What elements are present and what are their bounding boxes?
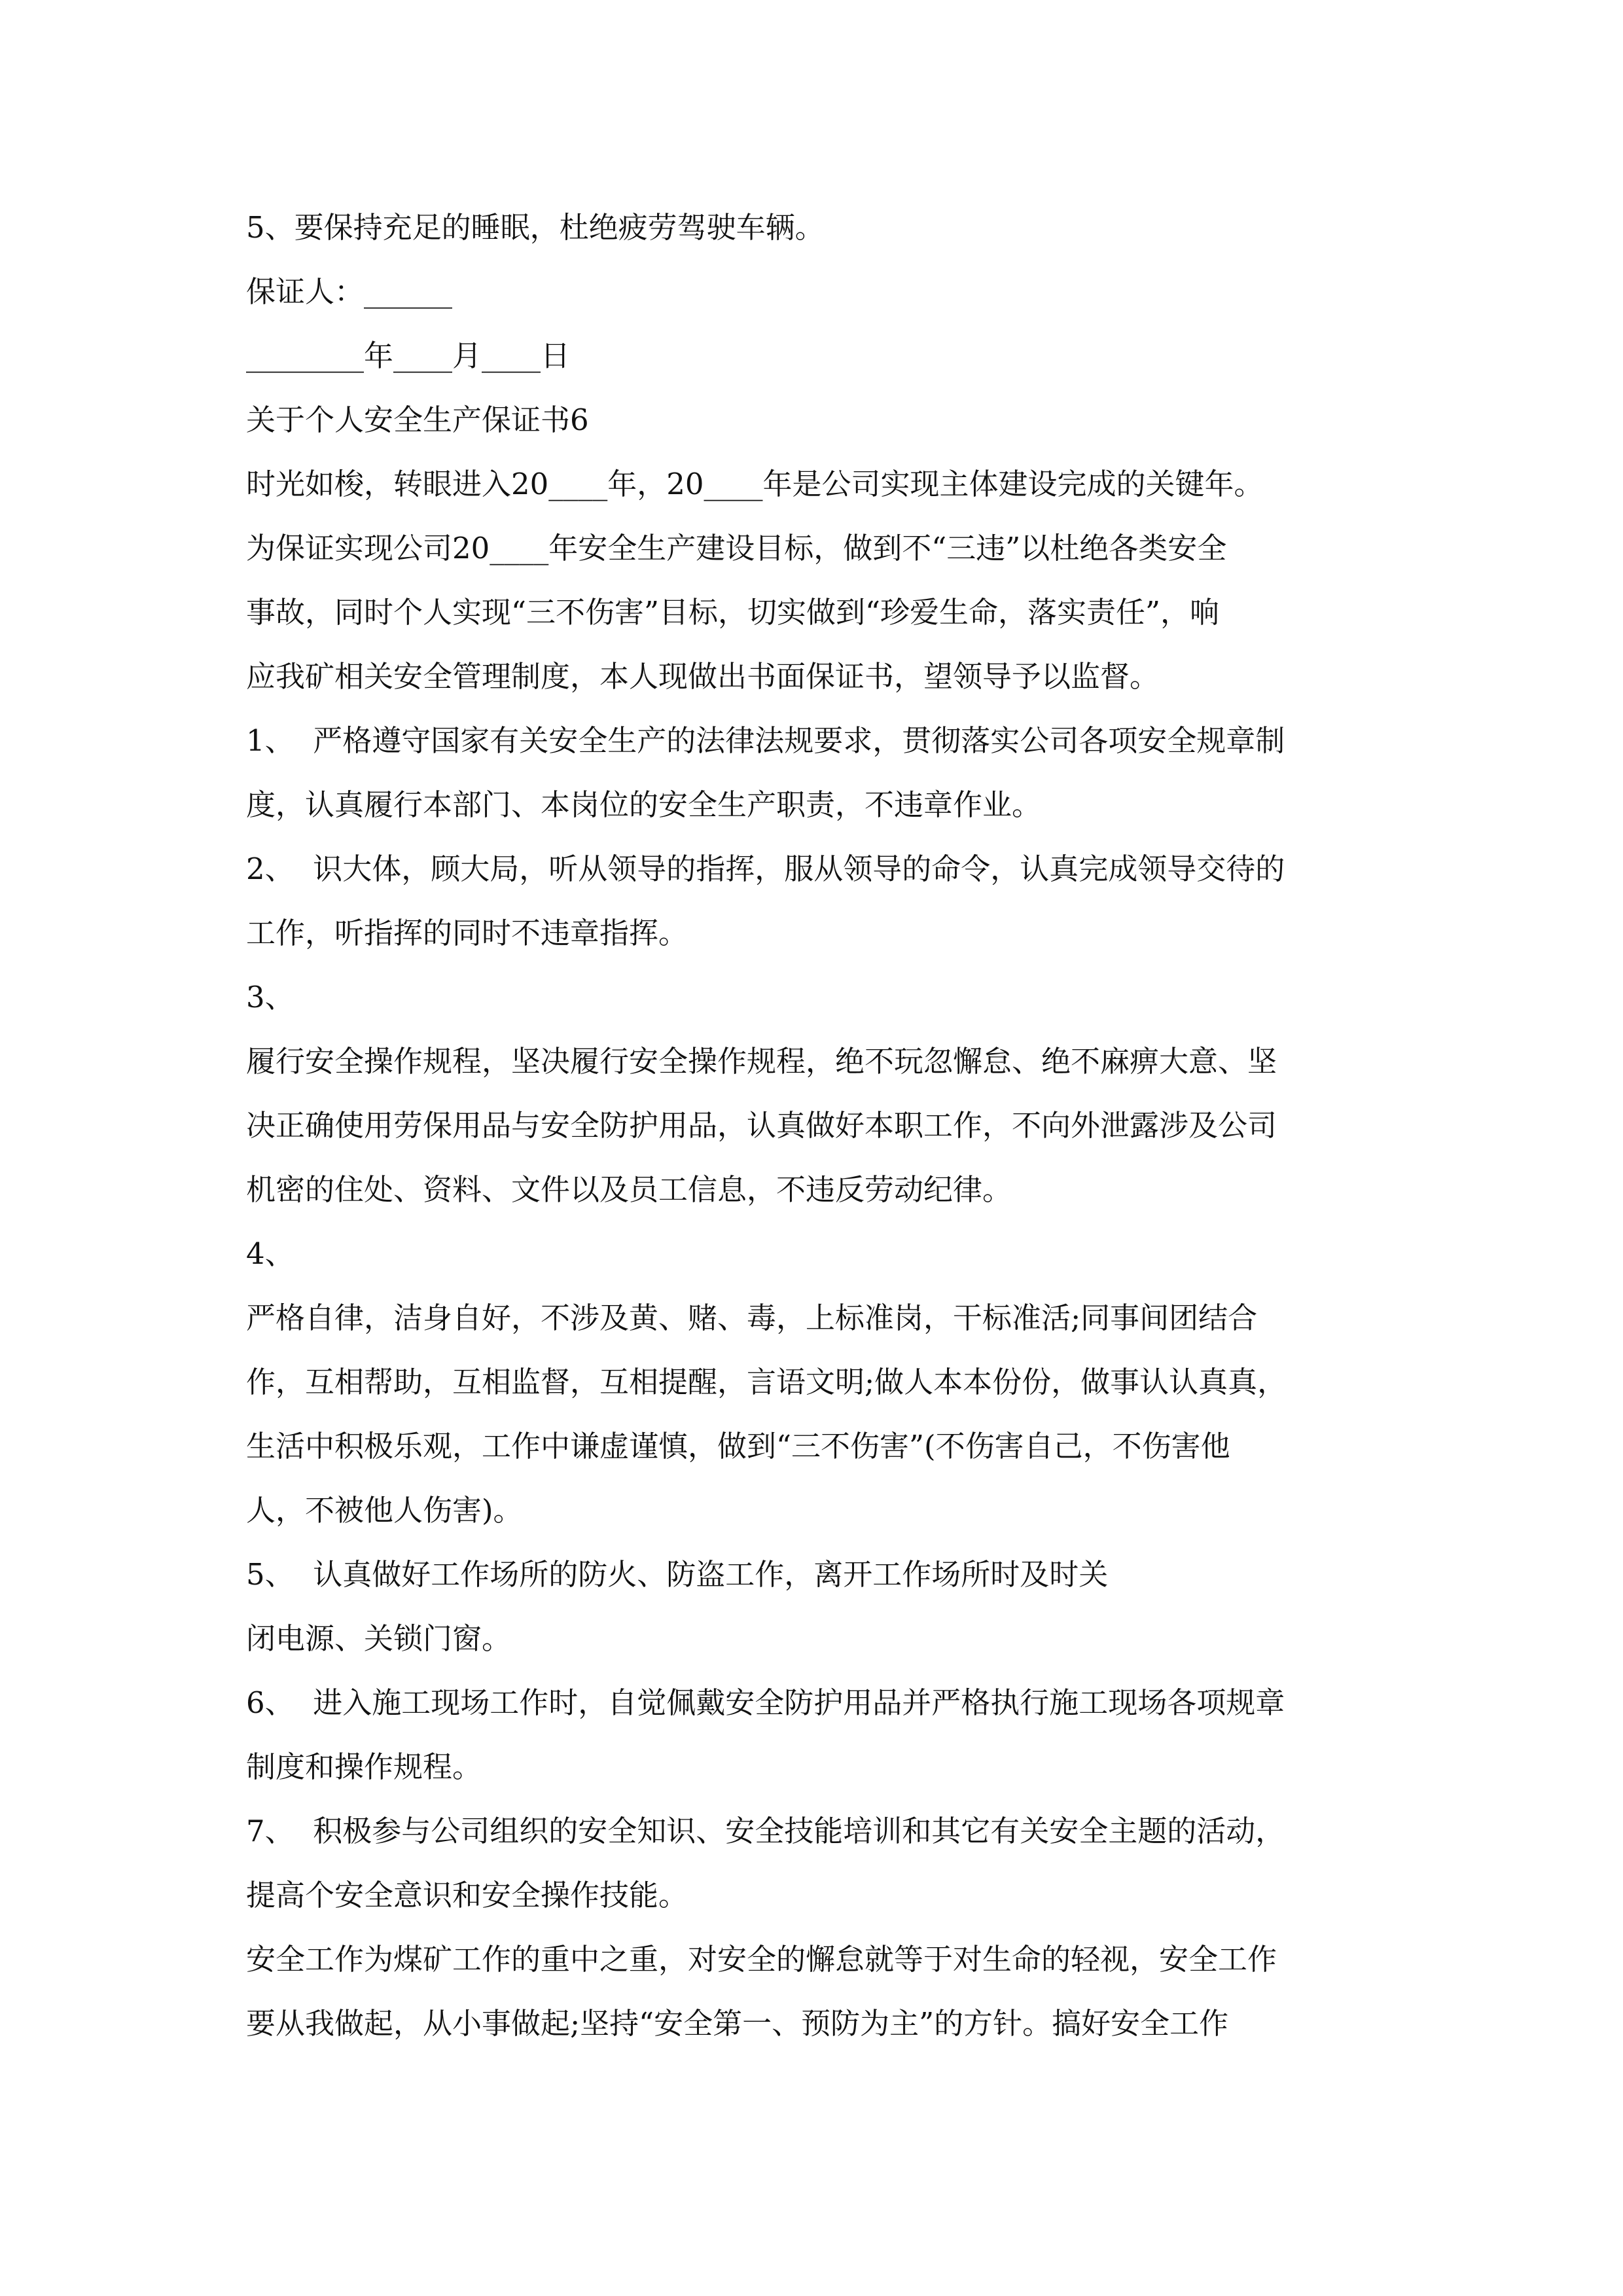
text-line: 时光如梭，转眼进入20____年，20____年是公司实现主体建设完成的关键年。 bbox=[246, 467, 1264, 501]
section-title: 关于个人安全生产保证书6 bbox=[246, 403, 589, 437]
text-line: 要从我做起，从小事做起;坚持“安全第一、预防为主”的方针。搞好安全工作 bbox=[246, 2006, 1229, 2041]
text-line: 工作，听指挥的同时不违章指挥。 bbox=[246, 916, 688, 950]
list-item-1: 1、 严格遵守国家有关安全生产的法律法规要求，贯彻落实公司各项安全规章制 bbox=[246, 723, 1285, 758]
text-line: 5、要保持充足的睡眠，杜绝疲劳驾驶车辆。 bbox=[246, 210, 825, 245]
text-line: 度，认真履行本部门、本岗位的安全生产职责，不违章作业。 bbox=[246, 787, 1042, 822]
signature-line: 保证人：______ bbox=[246, 274, 453, 309]
text-line: 人，不被他人伤害)。 bbox=[246, 1493, 523, 1528]
text-line: 履行安全操作规程，坚决履行安全操作规程，绝不玩忽懈怠、绝不麻痹大意、坚 bbox=[246, 1044, 1277, 1079]
text-line: 决正确使用劳保用品与安全防护用品，认真做好本职工作，不向外泄露涉及公司 bbox=[246, 1108, 1277, 1143]
text-line: 闭电源、关锁门窗。 bbox=[246, 1621, 512, 1656]
text-line: 生活中积极乐观，工作中谦虚谨慎，做到“三不伤害”(不伤害自己，不伤害他 bbox=[246, 1429, 1230, 1463]
text-line: 事故，同时个人实现“三不伤害”目标，切实做到“珍爱生命，落实责任”，响 bbox=[246, 595, 1220, 630]
text-line: 机密的住处、资料、文件以及员工信息，不违反劳动纪律。 bbox=[246, 1172, 1012, 1207]
list-item-2: 2、 识大体，顾大局，听从领导的指挥，服从领导的命令，认真完成领导交待的 bbox=[246, 852, 1285, 886]
list-item-4-number: 4、 bbox=[246, 1236, 294, 1271]
list-item-6: 6、 进入施工现场工作时，自觉佩戴安全防护用品并严格执行施工现场各项规章 bbox=[246, 1685, 1285, 1720]
date-line: ________年____月____日 bbox=[246, 338, 571, 373]
text-line: 作，互相帮助，互相监督，互相提醒，言语文明;做人本本份份，做事认认真真， bbox=[246, 1365, 1287, 1399]
text-line: 严格自律，洁身自好，不涉及黄、赌、毒，上标准岗，干标准活;同事间团结合 bbox=[246, 1300, 1258, 1335]
text-line: 提高个安全意识和安全操作技能。 bbox=[246, 1878, 688, 1912]
text-line: 安全工作为煤矿工作的重中之重，对安全的懈怠就等于对生命的轻视，安全工作 bbox=[246, 1942, 1277, 1977]
text-line: 制度和操作规程。 bbox=[246, 1749, 482, 1784]
list-item-5: 5、 认真做好工作场所的防火、防盗工作，离开工作场所时及时关 bbox=[246, 1557, 1109, 1592]
text-line: 应我矿相关安全管理制度，本人现做出书面保证书，望领导予以监督。 bbox=[246, 659, 1160, 694]
list-item-3-number: 3、 bbox=[246, 980, 294, 1014]
text-line: 为保证实现公司20____年安全生产建设目标，做到不“三违”以杜绝各类安全 bbox=[246, 531, 1227, 565]
list-item-7: 7、 积极参与公司组织的安全知识、安全技能培训和其它有关安全主题的活动， bbox=[246, 1814, 1285, 1848]
